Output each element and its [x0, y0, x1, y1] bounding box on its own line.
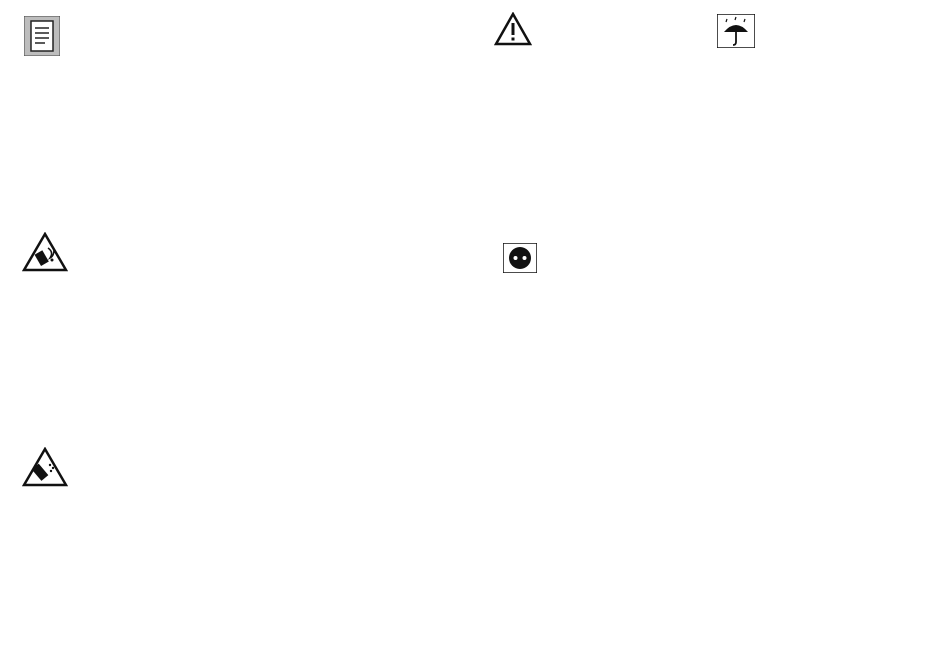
warning-triangle-icon — [494, 12, 532, 46]
aerosol-icon — [22, 447, 68, 487]
document-icon — [24, 16, 60, 56]
umbrella-rain-icon — [717, 14, 755, 48]
power-socket-icon — [503, 243, 537, 273]
flame-spray-icon — [22, 232, 68, 272]
